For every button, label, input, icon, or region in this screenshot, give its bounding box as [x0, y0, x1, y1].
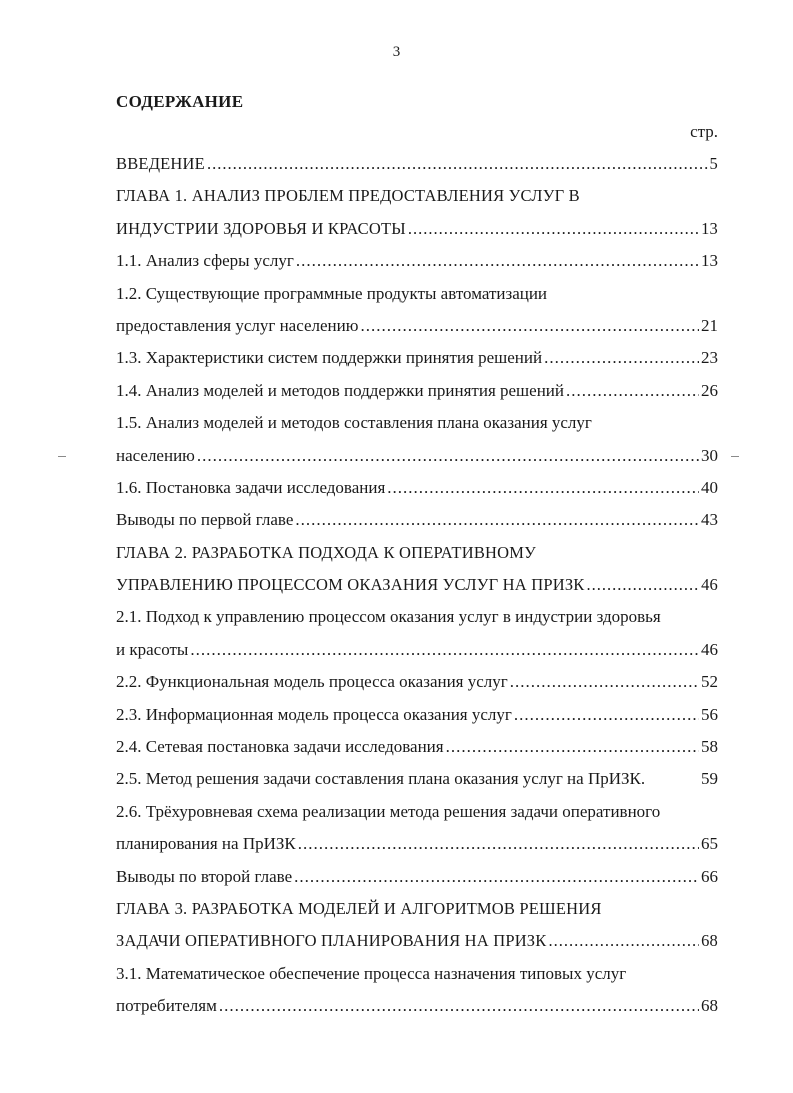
toc-entry — [116, 245, 718, 277]
dot-leader — [587, 569, 700, 601]
toc-entry — [116, 342, 718, 374]
toc-entry-text: населению — [116, 445, 195, 465]
toc-entry-text: ГЛАВА 1. АНАЛИЗ ПРОБЛЕМ ПРЕДОСТАВЛЕНИЯ УСЛУГ В — [116, 186, 580, 206]
toc-entry — [116, 440, 718, 472]
toc-entry — [116, 148, 718, 180]
dot-leader — [566, 375, 699, 407]
dot-leader — [387, 472, 699, 504]
dot-leader — [207, 148, 708, 180]
toc-entry — [116, 310, 718, 342]
toc-entry-page: 13 — [701, 251, 718, 271]
dot-leader — [298, 828, 699, 860]
toc-entry — [116, 990, 718, 1022]
toc-entry — [116, 407, 718, 439]
toc-entry — [116, 278, 718, 310]
toc-entry — [116, 861, 718, 893]
toc-entry-page: 26 — [701, 380, 718, 400]
table-of-contents — [116, 148, 718, 1023]
toc-entry-page: 43 — [701, 510, 718, 530]
toc-entry — [116, 634, 718, 666]
toc-entry — [116, 796, 718, 828]
toc-entry-text: 2.4. Сетевая постановка задачи исследования — [116, 737, 444, 757]
dot-leader — [548, 925, 699, 957]
margin-mark-left — [58, 456, 66, 457]
toc-entry — [116, 666, 718, 698]
toc-entry-page: 40 — [701, 477, 718, 497]
page-column-label: стр. — [690, 122, 718, 141]
dot-leader — [514, 699, 699, 731]
toc-entry — [116, 537, 718, 569]
dot-leader — [294, 861, 699, 893]
toc-entry-page: 30 — [701, 445, 718, 465]
toc-entry — [116, 375, 718, 407]
toc-entry-text: 1.6. Постановка задачи исследования — [116, 477, 386, 497]
dot-leader — [219, 990, 699, 1022]
toc-entry-page: 52 — [701, 672, 718, 692]
toc-entry-text: Выводы по первой главе — [116, 510, 294, 530]
toc-entry-text: 1.4. Анализ моделей и методов поддержки принятия решений — [116, 380, 564, 400]
toc-entry-text: ВВЕДЕНИЕ — [116, 154, 205, 173]
toc-entry-page: 68 — [701, 931, 718, 951]
toc-entry-text: и красоты — [116, 639, 189, 659]
dot-leader — [296, 245, 699, 277]
toc-entry-text: планирования на ПрИЗК — [116, 834, 296, 854]
dot-leader — [295, 504, 699, 536]
toc-entry-page: 21 — [701, 315, 718, 335]
toc-entry-page: 58 — [701, 737, 718, 757]
toc-entry — [116, 472, 718, 504]
toc-entry-text: 1.3. Характеристики систем поддержки принятия решений — [116, 348, 543, 368]
toc-entry-page: 56 — [701, 704, 718, 724]
toc-entry — [116, 958, 718, 990]
dot-leader — [408, 213, 699, 245]
dot-leader — [544, 342, 699, 374]
toc-entry — [116, 828, 718, 860]
dot-leader — [190, 634, 699, 666]
toc-entry-page: 5 — [709, 154, 718, 173]
toc-entry — [116, 763, 718, 795]
toc-entry-text: ГЛАВА 2. РАЗРАБОТКА ПОДХОДА К ОПЕРАТИВНОМУ — [116, 542, 537, 562]
toc-entry — [116, 699, 718, 731]
toc-entry-page: 65 — [701, 834, 718, 854]
page-number: 3 — [392, 44, 401, 60]
toc-entry-text: ГЛАВА 3. РАЗРАБОТКА МОДЕЛЕЙ И АЛГОРИТМОВ РЕШЕНИЯ — [116, 898, 602, 918]
toc-entry-page: 46 — [701, 575, 718, 595]
toc-entry-text: потребителям — [116, 996, 217, 1016]
toc-entry — [116, 925, 718, 957]
toc-entry — [116, 213, 718, 245]
toc-entry-text: 2.3. Информационная модель процесса оказания услуг — [116, 704, 512, 724]
toc-entry-page: 46 — [701, 639, 718, 659]
toc-entry-text: 2.1. Подход к управлению процессом оказания услуг в индустрии здоровья — [116, 607, 661, 627]
toc-entry-text: 1.1. Анализ сферы услуг — [116, 251, 294, 271]
toc-entry — [116, 180, 718, 212]
toc-entry-text: 2.2. Функциональная модель процесса оказания услуг — [116, 672, 508, 692]
toc-entry-page: 66 — [701, 866, 718, 886]
dot-leader — [510, 666, 699, 698]
toc-entry — [116, 504, 718, 536]
toc-entry-page: 68 — [701, 996, 718, 1016]
toc-entry — [116, 893, 718, 925]
page-title: СОДЕРЖАНИЕ — [116, 92, 244, 111]
toc-entry-page: 59 — [701, 769, 718, 789]
toc-entry-text: Выводы по второй главе — [116, 866, 293, 886]
toc-entry-text: 2.6. Трёхуровневая схема реализации метода решения задачи оперативного — [116, 801, 661, 821]
toc-entry-page: 23 — [701, 348, 718, 368]
dot-leader — [197, 440, 699, 472]
toc-entry-text: предоставления услуг населению — [116, 315, 359, 335]
toc-entry-text: 3.1. Математическое обеспечение процесса назначения типовых услуг — [116, 963, 627, 983]
dot-leader — [446, 731, 699, 763]
toc-entry-page: 13 — [701, 218, 718, 238]
toc-entry-text: ИНДУСТРИИ ЗДОРОВЬЯ И КРАСОТЫ — [116, 218, 406, 238]
dot-leader — [360, 310, 699, 342]
toc-entry-text: 1.5. Анализ моделей и методов составления плана оказания услуг — [116, 413, 592, 433]
toc-entry-text: УПРАВЛЕНИЮ ПРОЦЕССОМ ОКАЗАНИЯ УСЛУГ НА ПРИЗК — [116, 575, 585, 595]
toc-entry-text: 2.5. Метод решения задачи составления плана оказания услуг на ПрИЗК. — [116, 769, 646, 789]
margin-mark-right — [731, 456, 739, 457]
toc-entry-text: ЗАДАЧИ ОПЕРАТИВНОГО ПЛАНИРОВАНИЯ НА ПРИЗК — [116, 931, 547, 951]
toc-entry — [116, 601, 718, 633]
toc-entry — [116, 731, 718, 763]
toc-entry-text: 1.2. Существующие программные продукты автоматизации — [116, 283, 548, 303]
toc-entry — [116, 569, 718, 601]
